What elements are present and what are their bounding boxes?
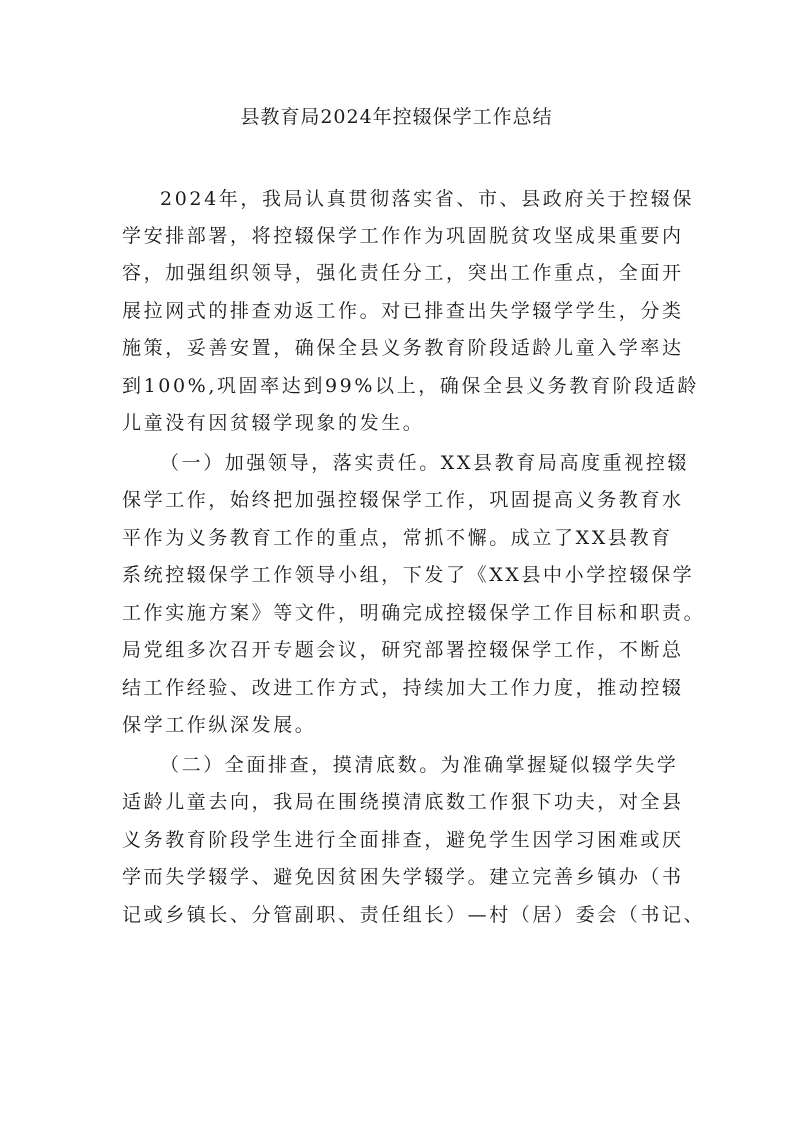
paragraph-3-line-5: 记或乡镇长、分管副职、责任组长）—村（居）委会（书记、	[122, 904, 706, 926]
paragraph-1-line-4: 展拉网式的排查劝返工作。对已排查出失学辍学学生，分类	[122, 300, 684, 322]
paragraph-2-line-6: 局党组多次召开专题会议，研究部署控辍保学工作，不断总	[122, 639, 684, 661]
paragraph-3-line-1: （二）全面排查，摸清底数。为准确掌握疑似辍学失学	[160, 754, 679, 776]
paragraph-2-line-4: 系统控辍保学工作领导小组，下发了《XX县中小学控辍保学	[122, 564, 695, 586]
paragraph-2-line-5: 工作实施方案》等文件，明确完成控辍保学工作目标和职责。	[122, 602, 706, 624]
paragraph-3-line-4: 学而失学辍学、避免因贫困失学辍学。建立完善乡镇办（书	[122, 866, 684, 888]
paragraph-1-line-7: 儿童没有因贫辍学现象的发生。	[122, 412, 425, 434]
paragraph-3-line-3: 义务教育阶段学生进行全面排查，避免学生因学习困难或厌	[122, 829, 684, 851]
paragraph-1-line-2: 学安排部署，将控辍保学工作作为巩固脱贫攻坚成果重要内	[122, 225, 684, 247]
paragraph-2-line-8: 保学工作纵深发展。	[122, 714, 317, 736]
paragraph-2-line-2: 保学工作，始终把加强控辍保学工作，巩固提高义务教育水	[122, 489, 684, 511]
paragraph-2-line-7: 结工作经验、改进工作方式，持续加大工作力度，推动控辍	[122, 677, 684, 699]
paragraph-2-line-1: （一）加强领导，落实责任。XX县教育局高度重视控辍	[160, 452, 690, 474]
document-title: 县教育局2024年控辍保学工作总结	[240, 106, 553, 128]
paragraph-3-line-2: 适龄儿童去向，我局在围绕摸清底数工作狠下功夫，对全县	[122, 791, 684, 813]
paragraph-1-line-6: 到100%,巩固率达到99%以上，确保全县义务教育阶段适龄	[122, 375, 699, 397]
paragraph-2-line-3: 平作为义务教育工作的重点，常抓不懈。成立了XX县教育	[122, 527, 673, 549]
paragraph-1-line-1: 2024年，我局认真贯彻落实省、市、县政府关于控辍保	[160, 188, 694, 210]
paragraph-1-line-5: 施策，妥善安置，确保全县义务教育阶段适龄儿童入学率达	[122, 337, 684, 359]
paragraph-1-line-3: 容，加强组织领导，强化责任分工，突出工作重点，全面开	[122, 262, 684, 284]
